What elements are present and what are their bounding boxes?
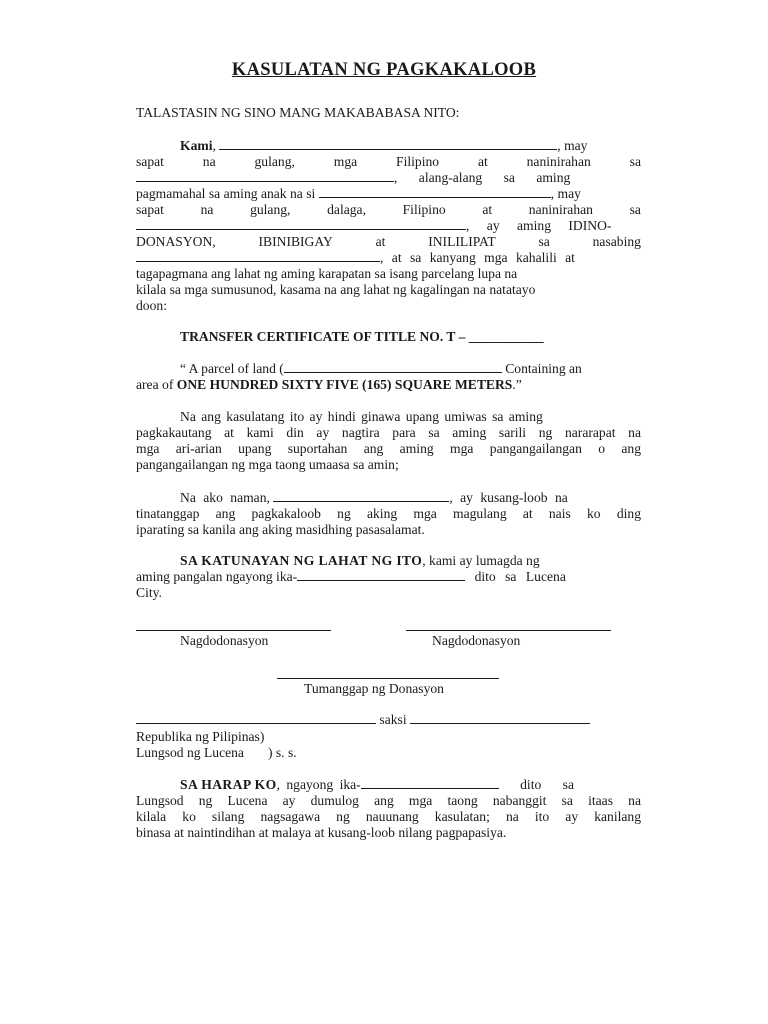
p6-line-2: Lungsod ng Lucena ay dumulog ang mga taong nabanggit sa itaas na — [136, 793, 641, 808]
republic-line: Republika ng Pilipinas) — [136, 729, 265, 744]
p6-line-4: binasa at naintindihan at malaya at kusang-loob nilang pagpapasiya. — [136, 825, 507, 840]
salutation: TALASTASIN NG SINO MANG MAKABABASA NITO: — [136, 105, 460, 120]
p1-line-4: pagmamahal sa aming anak na si , may — [136, 186, 581, 201]
donor-names-blank[interactable] — [219, 138, 557, 150]
p3-line-1: Na ang kasulatang ito ay hindi ginawa upang umiwas sa aming — [180, 409, 543, 424]
p1-line-2: sapat na gulang, mga Filipino at naninirahan sa — [136, 154, 641, 169]
donor-right-signature-line[interactable] — [406, 630, 611, 631]
p3-line-2: pagkakautang at kami din ay nagtira para sa aming sarili ng nararapat na — [136, 425, 641, 440]
p1-line-3: , alang-alang sa aming — [136, 170, 641, 186]
witness-2-blank[interactable] — [410, 712, 590, 724]
parcel-line-1: “ A parcel of land ( Containing an — [180, 361, 582, 376]
saksi-label: saksi — [379, 712, 407, 727]
p3-line-4: pangangailangan ng mga taong umaasa sa amin; — [136, 457, 399, 472]
acknowledgment-date-blank[interactable] — [361, 777, 499, 789]
p4-line-1: Na ako naman, , ay kusang-loob na — [180, 490, 568, 505]
document-title: KASULATAN NG PAGKAKALOOB — [231, 60, 537, 80]
donor-left-signature-line[interactable] — [136, 630, 331, 631]
donor-left-label: Nagdodonasyon — [180, 633, 269, 648]
p5-line-3: City. — [136, 585, 162, 600]
p1-line-11: doon: — [136, 298, 167, 313]
p5-bold: SA KATUNAYAN NG LAHAT NG ITO — [180, 553, 423, 568]
parcel-area: ONE HUNDRED SIXTY FIVE (165) SQUARE METERS — [176, 377, 513, 392]
p6-line-1: SA HARAP KO, ngayong ika- dito sa — [180, 777, 574, 792]
donor-address-blank[interactable] — [136, 170, 394, 182]
p1-line-6: , ay aming IDINO- — [136, 218, 641, 234]
kami-label: Kami — [180, 138, 213, 153]
p1-line-7: DONASYON, IBINIBIGAY at INILILIPAT sa nasabing — [136, 234, 641, 249]
p4-line-3: iparating sa kanila ang aking masidhing pasasalamat. — [136, 522, 425, 537]
parcel-description-blank[interactable] — [284, 361, 502, 373]
donor-right-label: Nagdodonasyon — [432, 633, 521, 648]
signing-date-blank[interactable] — [297, 569, 465, 581]
p1-line-9: tagapagmana ang lahat ng aming karapatan sa isang parcelang lupa na — [136, 266, 518, 281]
donee-name-blank[interactable] — [273, 490, 449, 502]
child-name-blank[interactable] — [319, 186, 551, 198]
grantee-blank[interactable] — [136, 250, 380, 262]
p1-line-1: Kami, , may — [180, 138, 588, 153]
p3-line-3: mga ari-arian upang suportahan ang aming mga pangangailangan o ang — [136, 441, 641, 456]
p5-line-1: SA KATUNAYAN NG LAHAT NG ITO, kami ay lumagda ng — [180, 553, 540, 568]
city-line: Lungsod ng Lucena ) s. s. — [136, 745, 297, 760]
p1-line-8: , at sa kanyang mga kahalili at — [136, 250, 641, 266]
witness-line — [136, 712, 641, 728]
witness-1-blank[interactable] — [136, 712, 376, 724]
child-address-blank[interactable] — [136, 218, 466, 230]
p5-line-2: aming pangalan ngayong ika- dito sa Lucena — [136, 569, 566, 584]
p4-line-2: tinatanggap ang pagkakaloob ng aking mga magulang at nais ko ding — [136, 506, 641, 521]
tct-heading: TRANSFER CERTIFICATE OF TITLE NO. T – ___________ — [180, 329, 544, 344]
p6-bold: SA HARAP KO — [180, 777, 277, 792]
p1-line-5: sapat na gulang, dalaga, Filipino at naninirahan sa — [136, 202, 641, 217]
donee-label: Tumanggap ng Donasyon — [304, 681, 444, 696]
donee-signature-line[interactable] — [277, 678, 499, 679]
parcel-line-2: area of ONE HUNDRED SIXTY FIVE (165) SQUARE METERS.” — [136, 377, 522, 392]
p1-line-10: kilala sa mga sumusunod, kasama na ang lahat ng kagalingan na natatayo — [136, 282, 536, 297]
p6-line-3: kilala ko silang nagsagawa ng nauunang kasulatan; na ito ay kanilang — [136, 809, 641, 824]
